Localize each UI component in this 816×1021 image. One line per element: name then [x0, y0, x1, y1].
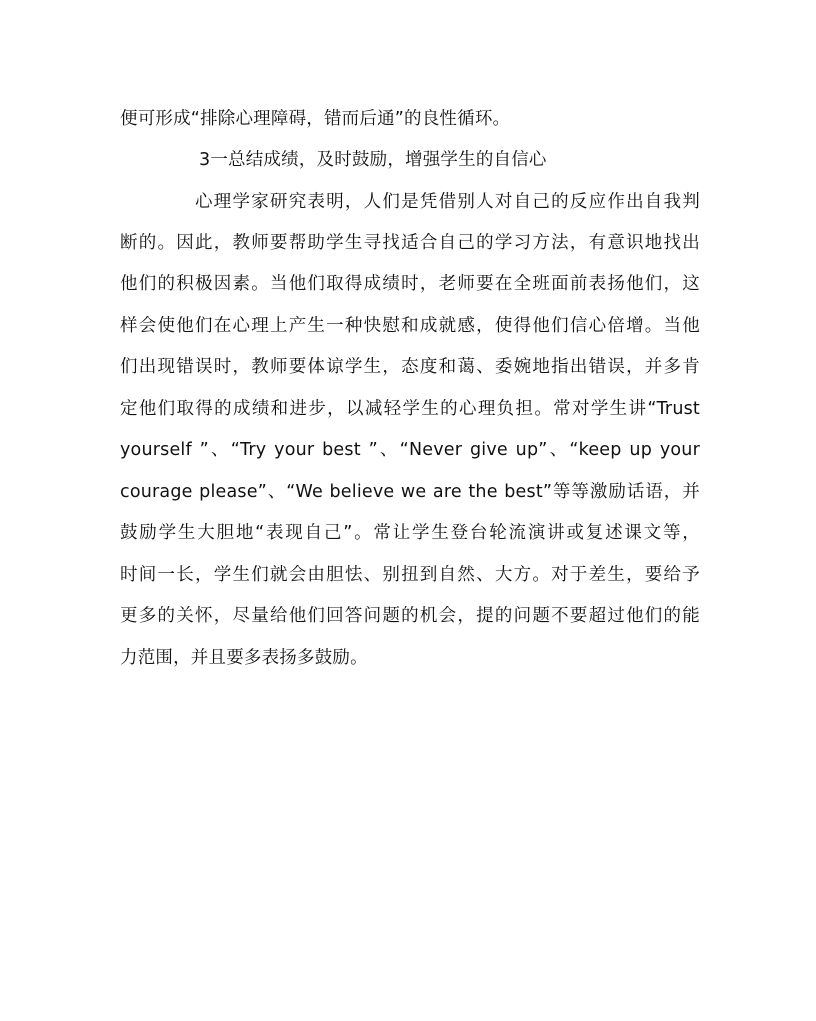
paragraph-line-4: 断的。因此，教师要帮助学生寻找适合自己的学习方法，有意识地找出	[120, 233, 700, 253]
paragraph-line-12: 时间一长，学生们就会由胆怯、别扭到自然、大方。对于差生，要给予	[120, 565, 700, 585]
paragraph-line-10: courage please”、“We believe we are the best”等等激励话语，并	[120, 482, 700, 502]
paragraph-line-7: 们出现错误时，教师要体谅学生，态度和蔼、委婉地指出错误，并多肯	[120, 357, 700, 377]
paragraph-line-3: 心理学家研究表明，人们是凭借别人对自己的反应作出自我判	[195, 192, 700, 212]
paragraph-line-5: 他们的积极因素。当他们取得成绩时，老师要在全班面前表扬他们，这	[120, 274, 700, 294]
paragraph-line-13: 更多的关怀，尽量给他们回答问题的机会，提的问题不要超过他们的能	[120, 606, 700, 626]
section-heading: 3一总结成绩，及时鼓励，增强学生的自信心	[199, 150, 547, 170]
paragraph-line-6: 样会使他们在心理上产生一种快慰和成就感，使得他们信心倍增。当他	[120, 316, 700, 336]
paragraph-line-8: 定他们取得的成绩和进步，以减轻学生的心理负担。常对学生讲“Trust	[120, 399, 700, 419]
paragraph-line-9: yourself ”、“Try your best ”、“Never give up”、“keep up your	[120, 440, 700, 460]
paragraph-line-14: 力范围，并且要多表扬多鼓励。	[120, 648, 368, 668]
paragraph-line-11: 鼓励学生大胆地“表现自己”。常让学生登台轮流演讲或复述课文等，	[120, 523, 700, 543]
paragraph-line-1: 便可形成“排除心理障碍，错而后通”的良性循环。	[120, 109, 511, 129]
